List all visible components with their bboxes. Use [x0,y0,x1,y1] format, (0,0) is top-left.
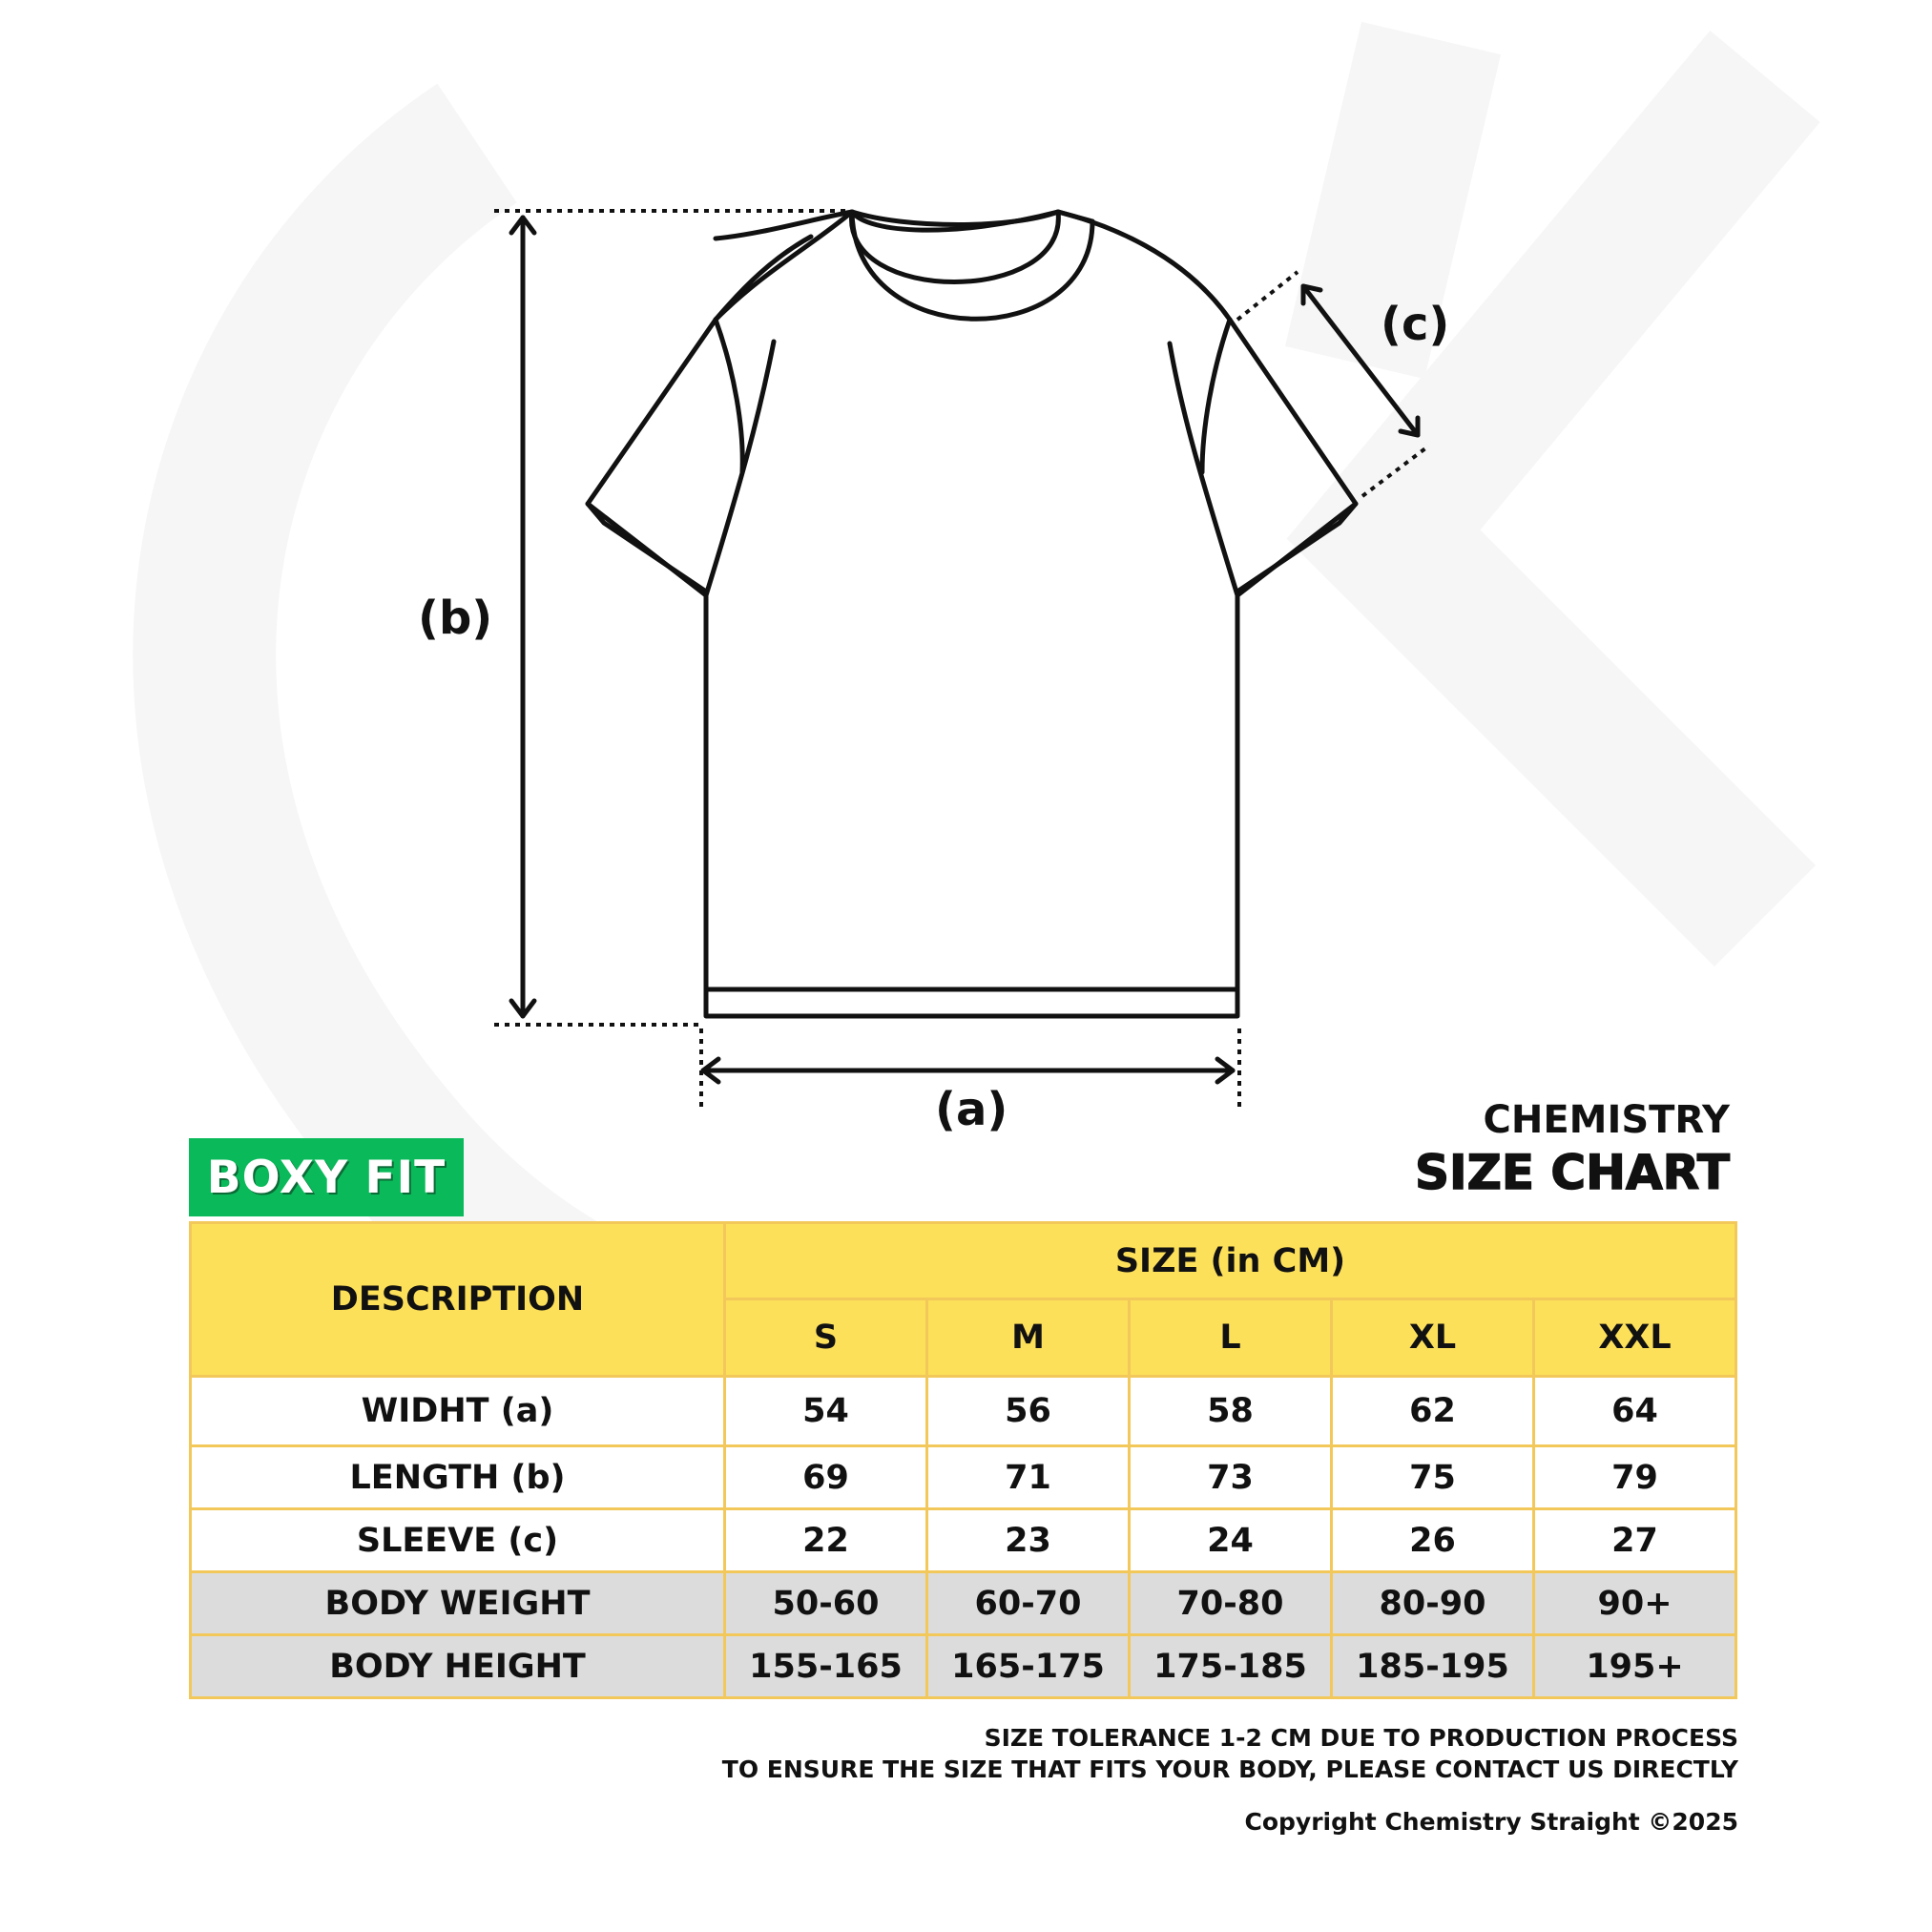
cell-value: 195+ [1534,1635,1736,1698]
row-label: LENGTH (b) [191,1446,725,1509]
tolerance-note: SIZE TOLERANCE 1-2 CM DUE TO PRODUCTION PROCESS [984,1724,1738,1752]
cell-value: 185-195 [1332,1635,1534,1698]
label-b: (b) [418,592,493,645]
cell-value: 75 [1332,1446,1534,1509]
cell-value: 79 [1534,1446,1736,1509]
cell-value: 54 [725,1377,927,1446]
cell-value: 56 [927,1377,1130,1446]
cell-value: 23 [927,1509,1130,1572]
label-a: (a) [935,1083,1008,1136]
size-xxl: XXL [1534,1299,1736,1377]
cell-value: 62 [1332,1377,1534,1446]
cell-value: 26 [1332,1509,1534,1572]
table-row [191,1572,1736,1635]
boxy-fit-badge [189,1138,464,1216]
cell-value: 90+ [1534,1572,1736,1635]
cell-value: 58 [1130,1377,1332,1446]
cell-value: 22 [725,1509,927,1572]
cell-value: 60-70 [927,1572,1130,1635]
table-row [191,1509,1736,1572]
cell-value: 69 [725,1446,927,1509]
cell-value: 165-175 [927,1635,1130,1698]
badge-text: BOXY FIT [206,1151,447,1204]
brand-block [1415,1097,1730,1202]
size-notes [722,1722,1738,1785]
size-m: M [927,1299,1130,1377]
table-row [191,1635,1736,1698]
label-c: (c) [1381,298,1450,351]
size-l: L [1130,1299,1332,1377]
contact-note: TO ENSURE THE SIZE THAT FITS YOUR BODY, PLEASE CONTACT US DIRECTLY [721,1755,1738,1783]
row-label: BODY WEIGHT [191,1572,725,1635]
cell-value: 71 [927,1446,1130,1509]
cell-value: 80-90 [1332,1572,1534,1635]
row-label: WIDHT (a) [191,1377,725,1446]
row-label: SLEEVE (c) [191,1509,725,1572]
table-row [191,1446,1736,1509]
size-header: SIZE (in CM) [725,1223,1736,1299]
size-s: S [725,1299,927,1377]
table-row [191,1377,1736,1446]
description-header: DESCRIPTION [191,1223,725,1377]
size-xl: XL [1332,1299,1534,1377]
measurement-guides [494,211,1425,1111]
dimension-arrows [511,218,1418,1082]
cell-value: 27 [1534,1509,1736,1572]
cell-value: 70-80 [1130,1572,1332,1635]
size-table [189,1221,1737,1699]
cell-value: 50-60 [725,1572,927,1635]
cell-value: 64 [1534,1377,1736,1446]
chart-title: SIZE CHART [1414,1145,1730,1200]
row-label: BODY HEIGHT [191,1635,725,1698]
tshirt-outline [588,212,1356,1016]
cell-value: 175-185 [1130,1635,1332,1698]
cell-value: 73 [1130,1446,1332,1509]
cell-value: 155-165 [725,1635,927,1698]
copyright-text: Copyright Chemistry Straight ©2025 [1244,1808,1738,1836]
cell-value: 24 [1130,1509,1332,1572]
brand-logo: CHEMISTRY [1483,1098,1730,1142]
